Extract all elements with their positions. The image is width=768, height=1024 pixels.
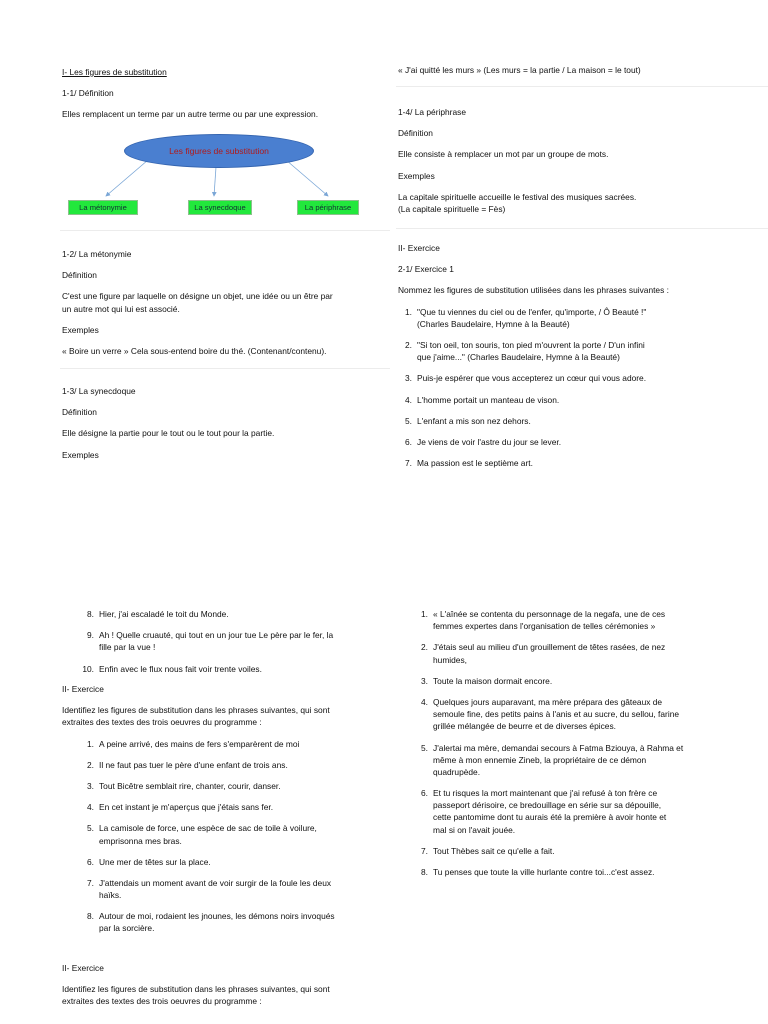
exercise2-list-continued xyxy=(421,608,733,878)
exercise2-instruction-line2: extraites des textes des trois oeuvres du programme : xyxy=(62,717,262,728)
metonymie-section xyxy=(62,248,382,366)
arrow-periphrase xyxy=(286,160,328,196)
list-item: 6. Et tu risques la mort maintenant que j'ai refusé à ton frère ce passeport dérisoire, ce bredouillage en série sur sa dépouille, cette pantomime dont tu aurais été la première à avoir honte et mal si on l'avait jouée. xyxy=(421,788,667,835)
periphrase-def-text: Elle consiste à remplacer un mot par un groupe de mots. xyxy=(398,149,609,160)
list-item: 8. Autour de moi, rodaient les jnounes, les démons noirs invoqués par la sorcière. xyxy=(87,911,335,934)
box-synecdoque: La synecdoque xyxy=(188,200,252,215)
box-periphrase: La périphrase xyxy=(297,200,359,215)
list-item: 3. Tout Bicêtre semblait rire, chanter, courir, danser. xyxy=(87,780,281,791)
synecdoque-heading: 1-3/ La synecdoque xyxy=(62,386,136,396)
list-item: 5. J'alertai ma mère, demandai secours à Fatma Bziouya, à Rahma et même à mon ennemie Zineb, la propriétaire de ce démon quadrupède. xyxy=(421,742,684,777)
list-item: 7. Tout Thèbes sait ce qu'elle a fait. xyxy=(421,845,555,856)
exercise2-list xyxy=(87,738,381,935)
list-item: 3. Puis-je espérer que vous accepterez un cœur qui vous adore. xyxy=(405,373,647,384)
exercise1-list-continued xyxy=(82,608,380,675)
list-item: 4. En cet instant je m'aperçus que j'étais sans fer. xyxy=(87,802,274,813)
exercise3-instruction-line1: Identifiez les figures de substitution dans les phrases suivantes, qui sont xyxy=(62,984,330,995)
metonymie-example: « Boire un verre » Cela sous-entend boire du thé. (Contenant/contenu). xyxy=(62,345,327,356)
exercise-subheading: 2-1/ Exercice 1 xyxy=(398,264,454,275)
list-item: 4. Quelques jours auparavant, ma mère prépara des gâteaux de semoule fine, des petits pains à l'anis et au sucre, du sellou, farine grillée mélangée de beurre et de diverses épices. xyxy=(421,696,680,732)
list-item: 1. "Que tu viennes du ciel ou de l'enfer, qu'importe, / Ô Beauté !" (Charles Baudelaire, Hymne à la Beauté) xyxy=(405,306,647,329)
section-title: I- Les figures de substitution xyxy=(62,67,167,77)
arrow-synecdoque xyxy=(214,167,216,196)
synecdoque-example-quote: « J'ai quitté les murs » (Les murs = la partie / La maison = le tout) xyxy=(398,65,641,75)
page2-right-column xyxy=(421,608,733,887)
list-item: 2. "Si ton oeil, ton souris, ton pied m'ouvrent la porte / D'un infini que j'aime..." (Charles Baudelaire, Hymne à la Beauté) xyxy=(405,339,645,363)
metonymie-heading: 1-2/ La métonymie xyxy=(62,249,132,259)
substitution-diagram xyxy=(60,130,360,222)
diagram-center-ellipse: Les figures de substitution xyxy=(124,134,314,168)
exercise2-instruction-line1: Identifiez les figures de substitution dans les phrases suivantes, qui sont xyxy=(62,705,330,716)
list-item: 3. Toute la maison dormait encore. xyxy=(421,675,553,686)
exercise3-instruction-line2: extraites des textes des trois oeuvres du programme : xyxy=(62,996,262,1007)
list-item: 5. L'enfant a mis son nez dehors. xyxy=(405,415,531,426)
periphrase-ex-line2: (La capitale spirituelle = Fès) xyxy=(398,203,506,214)
exercise2-section xyxy=(62,683,382,944)
definition-heading: 1-1/ Définition xyxy=(62,88,114,99)
list-item: 8. Hier, j'ai escaladé le toit du Monde. xyxy=(87,609,229,619)
divider xyxy=(396,86,768,87)
divider xyxy=(60,368,390,369)
page2-left-column xyxy=(80,608,380,684)
metonymie-def-line2: un autre mot qui lui est associé. xyxy=(62,303,180,314)
list-item: 6. Je viens de voir l'astre du jour se lever. xyxy=(405,436,562,447)
periphrase-ex-label: Exemples xyxy=(398,170,435,181)
synecdoque-ex-label: Exemples xyxy=(62,449,99,460)
list-item: 10. Enfin avec le flux nous fait voir trente voiles. xyxy=(82,663,262,674)
exercise1-section xyxy=(398,242,748,478)
list-item: 7. Ma passion est le septième art. xyxy=(405,458,533,469)
divider xyxy=(396,228,768,229)
divider xyxy=(60,230,390,231)
metonymie-def-line1: C'est une figure par laquelle on désigne un objet, une idée ou un être par xyxy=(62,291,333,302)
list-item: 6. Une mer de têtes sur la place. xyxy=(87,856,211,867)
list-item: 7. J'attendais un moment avant de voir surgir de la foule les deux haïks. xyxy=(87,877,332,901)
synecdoque-def-label: Définition xyxy=(62,407,97,418)
exercise-instruction: Nommez les figures de substitution utilisées dans les phrases suivantes : xyxy=(398,285,669,296)
list-item: 8. Tu penses que toute la ville hurlante contre toi...c'est assez. xyxy=(421,867,655,877)
periphrase-ex-line1: La capitale spirituelle accueille le festival des musiques sacrées. xyxy=(398,191,637,202)
exercise-heading: II- Exercice xyxy=(398,243,440,253)
page1-left-column xyxy=(62,66,372,130)
synecdoque-def-text: Elle désigne la partie pour le tout ou le tout pour la partie. xyxy=(62,428,275,439)
metonymie-ex-label: Exemples xyxy=(62,324,99,335)
exercise1-list xyxy=(405,306,748,470)
definition-text: Elles remplacent un terme par un autre terme ou par une expression. xyxy=(62,109,319,120)
list-item: 4. L'homme portait un manteau de vison. xyxy=(405,394,560,405)
metonymie-def-label: Définition xyxy=(62,270,97,281)
list-item: 1. A peine arrivé, des mains de fers s'emparèrent de moi xyxy=(87,738,300,749)
periphrase-def-label: Définition xyxy=(398,128,433,139)
periphrase-heading: 1-4/ La périphrase xyxy=(398,107,466,117)
exercise-heading: II- Exercice xyxy=(62,963,104,973)
periphrase-section xyxy=(398,106,748,224)
synecdoque-section xyxy=(62,385,382,470)
list-item: 2. Il ne faut pas tuer le père d'une enfant de trois ans. xyxy=(87,759,288,770)
list-item: 5. La camisole de force, une espèce de sac de toile à voilure, emprisonna mes bras. xyxy=(87,823,317,846)
exercise3-section xyxy=(62,962,382,1017)
page1-right-column xyxy=(398,64,748,85)
list-item: 1. « L'aînée se contenta du personnage de la negafa, une de ces femmes expertes dans l'organisation de telles cérémonies » xyxy=(421,609,666,632)
box-metonymie: La métonymie xyxy=(68,200,138,215)
arrow-metonymie xyxy=(106,160,148,196)
list-item: 2. J'étais seul au milieu d'un grouillement de têtes rasées, de nez humides, xyxy=(421,642,666,665)
exercise-heading: II- Exercice xyxy=(62,684,104,694)
list-item: 9. Ah ! Quelle cruauté, qui tout en un jour tue Le père par le fer, la fille par la vue ! xyxy=(87,630,334,653)
